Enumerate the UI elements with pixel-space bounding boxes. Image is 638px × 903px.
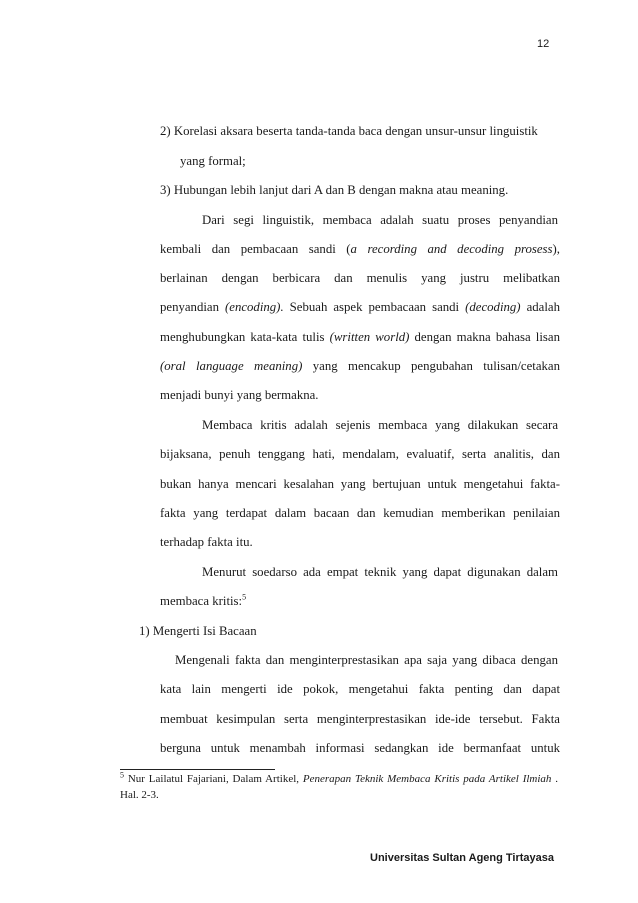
page-number: 12 bbox=[537, 38, 550, 50]
paragraph-line: terhadap fakta itu. bbox=[160, 535, 253, 549]
paragraph-line: (oral language meaning) yang mencakup pengubahan tulisan/cetakan bbox=[160, 359, 560, 373]
paragraph-line: membaca kritis:$^5$ bbox=[160, 592, 247, 608]
paragraph-line: fakta yang terdapat dalam bacaan dan kemudian memberikan penilaian bbox=[160, 506, 560, 520]
paragraph-line: Membaca kritis adalah sejenis membaca yang dilakukan secara bbox=[202, 418, 558, 432]
paragraph-line: berlainan dengan berbicara dan menulis yang justru melibatkan bbox=[160, 271, 560, 285]
list-item-3: 3) Hubungan lebih lanjut dari A dan B dengan makna atau meaning. bbox=[160, 183, 509, 197]
paragraph-line: bukan hanya mencari kesalahan yang bertujuan untuk mengetahui fakta- bbox=[160, 477, 560, 491]
list-item-2-cont: yang formal; bbox=[180, 154, 246, 168]
paragraph-line: Menurut soedarso ada empat teknik yang dapat digunakan dalam bbox=[202, 565, 558, 579]
paragraph-line: bijaksana, penuh tenggang hati, mendalam, evaluatif, serta analitis, dan bbox=[160, 447, 560, 461]
list-item-2: 2) Korelasi aksara beserta tanda-tanda baca dengan unsur-unsur linguistik bbox=[160, 124, 538, 138]
paragraph-line: membuat kesimpulan serta menginterprestasikan ide-ide tersebut. Fakta bbox=[160, 712, 560, 726]
page-footer: Universitas Sultan Ageng Tirtayasa bbox=[370, 852, 555, 864]
paragraph-line: penyandian (encoding). Sebuah aspek pembacaan sandi (decoding) adalah bbox=[160, 300, 560, 314]
paragraph-line: Dari segi linguistik, membaca adalah suatu proses penyandian bbox=[202, 213, 558, 227]
paragraph-line: berguna untuk menambah informasi sedangkan ide bermanfaat untuk bbox=[160, 741, 560, 755]
paragraph-line: kembali dan pembacaan sandi (a recording and decoding prosess), bbox=[160, 242, 560, 256]
paragraph-line: menjadi bunyi yang bermakna. bbox=[160, 388, 319, 402]
footnote-line-2: Hal. 2-3. bbox=[120, 789, 159, 801]
paragraph-line: menghubungkan kata-kata tulis (written world) dengan makna bahasa lisan bbox=[160, 330, 560, 344]
footnote-divider bbox=[120, 769, 275, 770]
paragraph-line: Mengenali fakta dan menginterprestasikan apa saja yang dibaca dengan bbox=[175, 653, 558, 667]
footnote-ref: 5 bbox=[242, 592, 247, 602]
footnote-line-1: $^5$ Nur Lailatul Fajariani, Dalam Artikel, Penerapan Teknik Membaca Kritis pada Artikel Ilmiah . bbox=[120, 770, 559, 785]
paragraph-line: kata lain mengerti ide pokok, mengetahui fakta penting dan dapat bbox=[160, 682, 560, 696]
section-heading: 1) Mengerti Isi Bacaan bbox=[139, 624, 257, 638]
